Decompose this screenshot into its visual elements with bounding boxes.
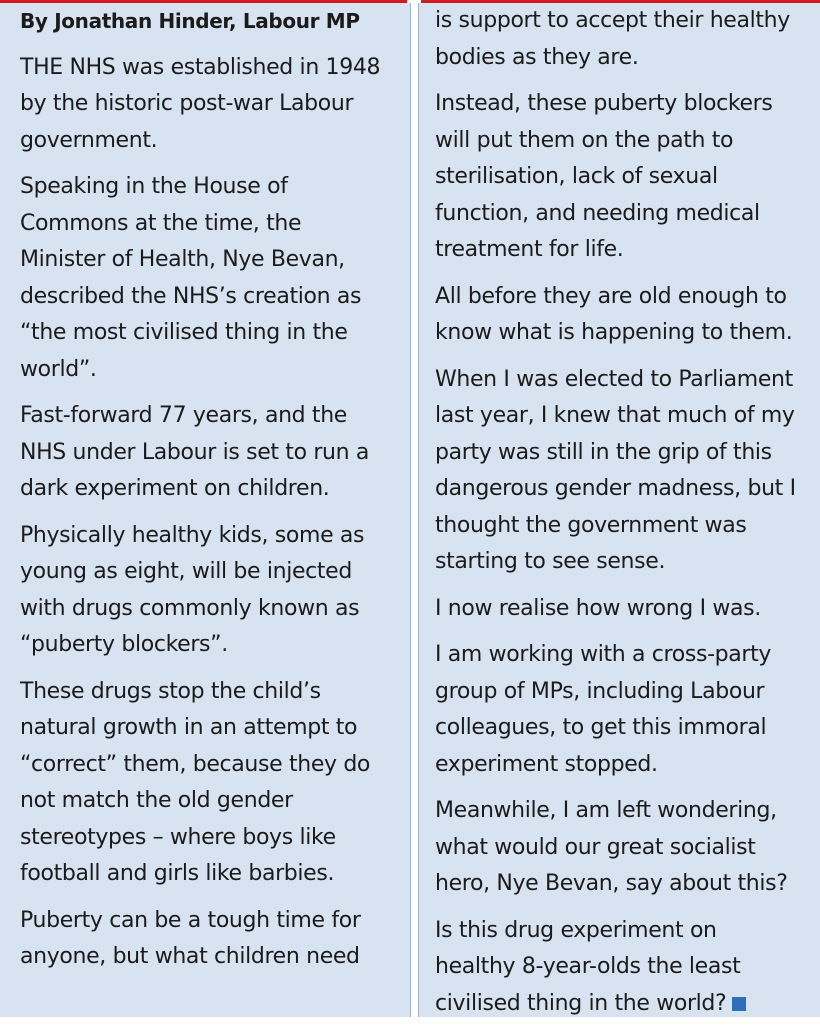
article-column-left (20, 3, 404, 986)
paragraph-line: with drugs commonly known as (20, 595, 360, 621)
paragraph-line: dangerous gender madness, but I (435, 476, 796, 501)
paragraph-line: Instead, these puberty blockers (435, 91, 773, 116)
article-paragraph (435, 637, 820, 783)
paragraph-line: is support to accept their healthy (435, 8, 790, 33)
paragraph-line: I now realise how wrong I was. (435, 595, 761, 621)
paragraph-line: party was still in the grip of this (435, 439, 772, 465)
paragraph-line: world”. (20, 356, 97, 382)
article-column-right (435, 3, 820, 1032)
paragraph-line: Speaking in the House of (20, 174, 288, 199)
paragraph-line: I am working with a cross-party (435, 642, 772, 667)
paragraph-line: NHS under Labour is set to run a (20, 439, 369, 465)
paragraph-line: group of MPs, including Labour (435, 678, 765, 704)
paragraph-line: function, and needing medical (435, 200, 760, 226)
paragraph-line: Physically healthy kids, some as (20, 522, 365, 548)
article-paragraph (435, 3, 820, 76)
paragraph-line: young as eight, will be injected (20, 559, 352, 584)
article-paragraph (20, 903, 404, 976)
article-paragraph (20, 50, 404, 160)
paragraph-line: dark experiment on children. (20, 476, 330, 501)
paragraph-line: Fast-forward 77 years, and the (20, 403, 347, 428)
paragraph-line: bodies as they are. (435, 44, 639, 70)
paragraph-line: know what is happening to them. (435, 320, 793, 345)
article-paragraph (20, 518, 404, 664)
paragraph-line: anyone, but what children need (20, 944, 360, 969)
paragraph-line: thought the government was (435, 512, 747, 538)
paragraph-line: last year, I knew that much of my (435, 403, 795, 428)
paragraph-line: “puberty blockers”. (20, 632, 228, 657)
paragraph-line: stereotypes – where boys like (20, 824, 336, 850)
paragraph-line: colleagues, to get this immoral (435, 715, 767, 740)
article-paragraph (20, 674, 404, 893)
paragraph-line: “correct” them, because they do (20, 751, 371, 777)
paragraph-line: what would our great socialist (435, 834, 756, 860)
paragraph-line: All before they are old enough to (435, 283, 787, 309)
paragraph-line: sterilisation, lack of sexual (435, 164, 718, 189)
article-paragraph (435, 793, 820, 903)
paragraph-line: Is this drug experiment on (435, 917, 717, 943)
paragraph-line: football and girls like barbies. (20, 861, 335, 886)
article-paragraph (435, 279, 820, 352)
article-paragraph (435, 591, 820, 628)
paragraph-line: experiment stopped. (435, 751, 658, 777)
end-of-article-icon (732, 997, 746, 1011)
paragraph-line: not match the old gender (20, 788, 293, 813)
paragraph-line: described the NHS’s creation as (20, 283, 362, 309)
article-paragraph (20, 169, 404, 388)
paragraph-line: starting to see sense. (435, 549, 666, 574)
paragraph-line: government. (20, 127, 158, 153)
article-paragraph (435, 86, 820, 269)
paragraph-line: Meanwhile, I am left wondering, (435, 798, 777, 823)
paragraph-line: treatment for life. (435, 237, 624, 262)
paragraph-line: Puberty can be a tough time for (20, 907, 361, 933)
byline (20, 3, 404, 40)
paragraph-line: Minister of Health, Nye Bevan, (20, 247, 345, 272)
paragraph-line: by the historic post-war Labour (20, 91, 354, 116)
paragraph-line: natural growth in an attempt to (20, 715, 358, 740)
paragraph-line: Commons at the time, the (20, 210, 302, 236)
paragraph-line: THE NHS was established in 1948 (20, 54, 381, 80)
byline-text: By Jonathan Hinder, Labour MP (20, 9, 360, 33)
article-paragraph (435, 362, 820, 581)
paragraph-line: healthy 8-year-olds the least (435, 954, 741, 979)
paragraph-line: hero, Nye Bevan, say about this? (435, 871, 788, 896)
paragraph-line: These drugs stop the child’s (20, 678, 321, 704)
paragraph-line: civilised thing in the world? (435, 986, 820, 1023)
paragraph-line: “the most civilised thing in the (20, 320, 348, 345)
article-paragraph (435, 913, 820, 1023)
article-paragraph (20, 398, 404, 508)
paragraph-line: When I was elected to Parliament (435, 366, 793, 392)
paragraph-line: will put them on the path to (435, 127, 734, 153)
